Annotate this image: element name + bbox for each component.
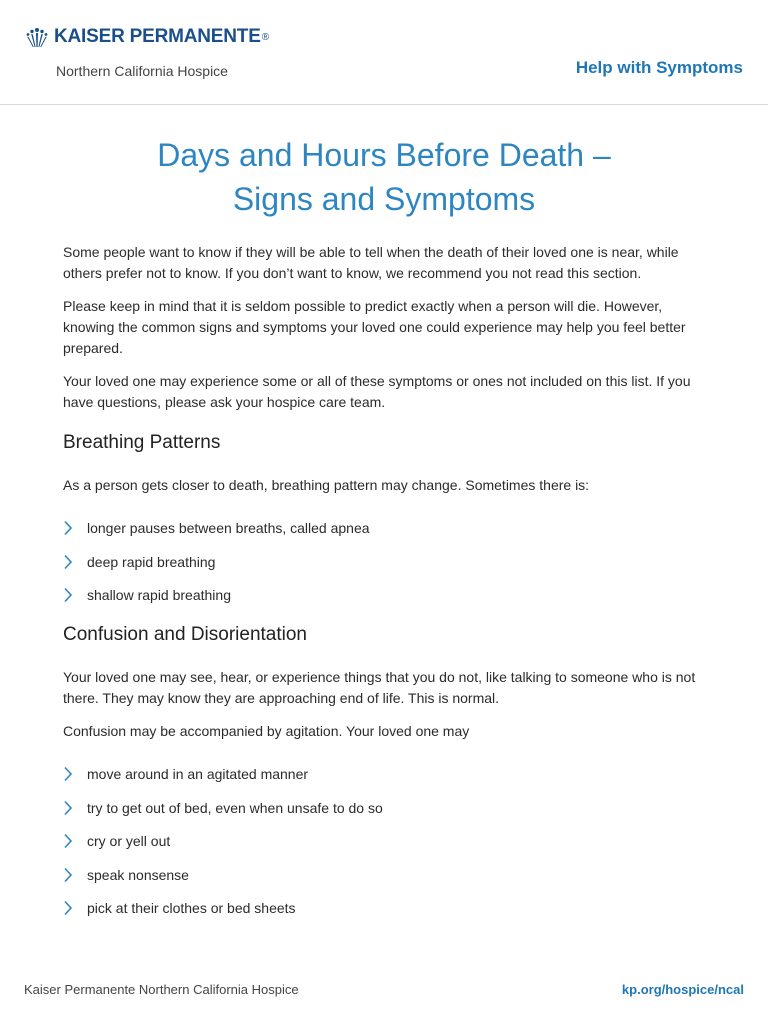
confusion-paragraph-1: Your loved one may see, hear, or experience things that you do not, like talking to someone who is not there. They may know they are approaching end of life. This is normal. [63,669,696,706]
brand-registered-mark: ® [261,31,270,43]
document-body [63,242,713,932]
list-item-text: speak nonsense [87,866,189,883]
list-item [63,831,713,851]
confusion-paragraph-2: Confusion may be accompanied by agitation. Your loved one may [63,723,470,739]
subbrand-text: Northern California Hospice [56,63,228,79]
list-item-text: pick at their clothes or bed sheets [87,900,296,916]
list-item-text: shallow rapid breathing [87,587,231,603]
confusion-list [63,764,713,918]
intro-paragraph-1: Some people want to know if they will be able to tell when the death of their loved one is near, while others prefer not to know. If you don’t want to know, we recommend you not read this section. [63,244,679,281]
list-item-text: longer pauses between breaths, called apnea [87,520,370,536]
intro-paragraph-3: Your loved one may experience some or all of these symptoms or ones not included on this list. If you have questions, please ask your hospice care team. [63,373,691,410]
chevron-right-icon [63,587,73,603]
chevron-right-icon [63,900,73,916]
page-header [0,0,768,105]
list-item [63,798,713,818]
list-item [63,764,713,784]
breathing-intro: As a person gets closer to death, breathing pattern may change. Sometimes there is: [63,477,590,493]
section-label: Help with Symptoms [575,58,743,77]
brand-name: KAISER PERMANENTE [54,26,261,47]
breathing-heading: Breathing Patterns [63,432,221,453]
list-item [63,552,713,572]
chevron-right-icon [63,520,73,536]
kp-sunburst-logo-icon [24,26,50,48]
list-item-text: try to get out of bed, even when unsafe to do so [87,799,383,816]
list-item [63,865,713,885]
list-item [63,898,713,918]
footer-link[interactable]: kp.org/hospice/ncal [621,982,744,997]
chevron-right-icon [63,554,73,570]
title-line-2: Signs and Symptoms [232,181,536,217]
list-item [63,585,713,605]
list-item-text: move around in an agitated manner [87,766,309,782]
list-item [63,518,713,538]
chevron-right-icon [63,800,73,816]
footer-organization: Kaiser Permanente Northern California Hospice [24,982,299,997]
brand-logo [24,26,269,48]
chevron-right-icon [63,766,73,782]
list-item-text: cry or yell out [87,833,171,849]
intro-paragraph-2: Please keep in mind that it is seldom possible to predict exactly when a person will die. However, knowing the common signs and symptoms your loved one could experience may help you feel better prepared. [63,298,686,356]
list-item-text: deep rapid breathing [87,553,216,570]
title-line-1: Days and Hours Before Death – [157,137,611,173]
confusion-heading: Confusion and Disorientation [63,624,307,645]
chevron-right-icon [63,867,73,883]
chevron-right-icon [63,833,73,849]
document-title [0,133,768,221]
breathing-list [63,518,713,605]
